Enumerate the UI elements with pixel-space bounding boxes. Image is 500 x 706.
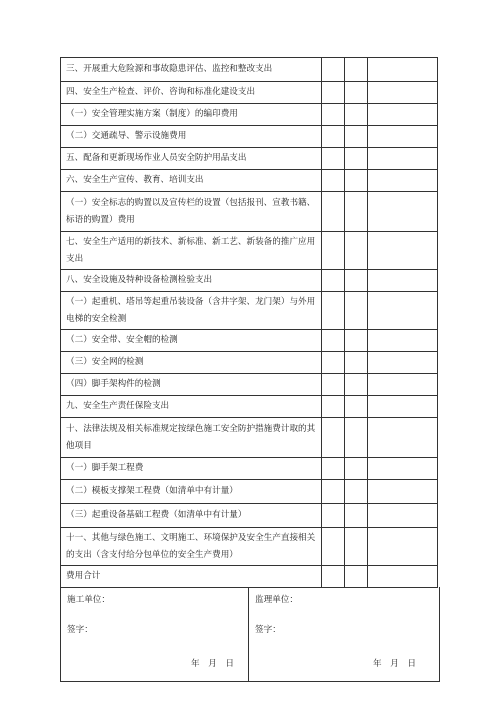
value-cell-1[interactable] <box>322 126 345 148</box>
value-cell-2[interactable] <box>345 374 368 396</box>
table-row <box>61 58 438 82</box>
table-row <box>61 396 438 418</box>
value-cell-2[interactable] <box>345 528 368 566</box>
row-label: 九、安全生产责任保险支出 <box>61 396 322 418</box>
value-cell-1[interactable] <box>322 82 345 104</box>
row-label: （三）安全网的检测 <box>61 352 322 374</box>
value-cell-3[interactable] <box>368 418 438 458</box>
value-cell-3[interactable] <box>368 566 438 588</box>
value-cell-2[interactable] <box>345 292 368 330</box>
value-cell-3[interactable] <box>368 396 438 418</box>
expense-table <box>60 57 438 588</box>
construction-sign-label: 签字： <box>67 625 93 635</box>
value-cell-1[interactable] <box>322 232 345 270</box>
value-cell-2[interactable] <box>345 396 368 418</box>
value-cell-1[interactable] <box>322 330 345 352</box>
value-cell-2[interactable] <box>345 458 368 480</box>
value-cell-1[interactable] <box>322 148 345 170</box>
table-row <box>61 458 438 480</box>
table-row <box>61 528 438 566</box>
row-label: （二）模板支撑架工程费（如清单中有计量） <box>61 480 322 504</box>
value-cell-1[interactable] <box>322 352 345 374</box>
construction-unit-section <box>61 587 249 681</box>
value-cell-3[interactable] <box>368 292 438 330</box>
supervision-unit-label: 监理单位： <box>255 595 298 605</box>
table-row <box>61 126 438 148</box>
value-cell-2[interactable] <box>345 148 368 170</box>
value-cell-1[interactable] <box>322 170 345 192</box>
value-cell-2[interactable] <box>345 418 368 458</box>
row-label: （一）起重机、塔吊等起重吊装设备（含井字架、龙门架）与外用电梯的安全检测 <box>61 292 322 330</box>
value-cell-2[interactable] <box>345 82 368 104</box>
value-cell-3[interactable] <box>368 270 438 292</box>
value-cell-3[interactable] <box>368 458 438 480</box>
value-cell-3[interactable] <box>368 528 438 566</box>
construction-date-label: 年 月 日 <box>191 659 234 669</box>
row-label: 五、配备和更新现场作业人员安全防护用品支出 <box>61 148 322 170</box>
value-cell-2[interactable] <box>345 352 368 374</box>
table-row <box>61 170 438 192</box>
value-cell-1[interactable] <box>322 270 345 292</box>
value-cell-2[interactable] <box>345 192 368 232</box>
signature-block <box>60 587 440 682</box>
table-row <box>61 192 438 232</box>
value-cell-2[interactable] <box>345 232 368 270</box>
value-cell-3[interactable] <box>368 126 438 148</box>
value-cell-2[interactable] <box>345 170 368 192</box>
table-row <box>61 330 438 352</box>
row-label: （四）脚手架构件的检测 <box>61 374 322 396</box>
table-row <box>61 566 438 588</box>
value-cell-2[interactable] <box>345 58 368 82</box>
row-label: （一）安全管理实施方案（制度）的编印费用 <box>61 104 322 126</box>
table-row <box>61 270 438 292</box>
value-cell-2[interactable] <box>345 330 368 352</box>
value-cell-2[interactable] <box>345 566 368 588</box>
expense-table-sheet <box>60 57 438 669</box>
value-cell-1[interactable] <box>322 480 345 504</box>
table-row <box>61 418 438 458</box>
table-row <box>61 82 438 104</box>
value-cell-1[interactable] <box>322 292 345 330</box>
table-row <box>61 104 438 126</box>
table-row <box>61 352 438 374</box>
supervision-date-label: 年 月 日 <box>373 659 416 669</box>
row-label: （一）脚手架工程费 <box>61 458 322 480</box>
table-row <box>61 374 438 396</box>
value-cell-1[interactable] <box>322 458 345 480</box>
value-cell-3[interactable] <box>368 170 438 192</box>
value-cell-3[interactable] <box>368 374 438 396</box>
row-label: 费用合计 <box>61 566 322 588</box>
value-cell-2[interactable] <box>345 480 368 504</box>
supervision-sign-label: 签字： <box>255 625 281 635</box>
row-label: （二）交通疏导、警示设施费用 <box>61 126 322 148</box>
value-cell-3[interactable] <box>368 504 438 528</box>
value-cell-3[interactable] <box>368 232 438 270</box>
value-cell-3[interactable] <box>368 58 438 82</box>
value-cell-1[interactable] <box>322 504 345 528</box>
row-label: （一）安全标志的购置以及宣传栏的设置（包括报刊、宣教书籍、标语的购置）费用 <box>61 192 322 232</box>
value-cell-3[interactable] <box>368 104 438 126</box>
table-row <box>61 480 438 504</box>
construction-unit-label: 施工单位： <box>67 595 110 605</box>
row-label: 三、开展重大危险源和事故隐患评估、监控和整改支出 <box>61 58 322 82</box>
value-cell-1[interactable] <box>322 566 345 588</box>
value-cell-1[interactable] <box>322 374 345 396</box>
row-label: 四、安全生产检查、评价、咨询和标准化建设支出 <box>61 82 322 104</box>
value-cell-1[interactable] <box>322 58 345 82</box>
row-label: 七、安全生产适用的新技术、新标准、新工艺、新装备的推广应用支出 <box>61 232 322 270</box>
row-label: 八、安全设施及特种设备检测检验支出 <box>61 270 322 292</box>
value-cell-3[interactable] <box>368 330 438 352</box>
row-label: 六、安全生产宣传、教育、培训支出 <box>61 170 322 192</box>
value-cell-1[interactable] <box>322 192 345 232</box>
value-cell-3[interactable] <box>368 148 438 170</box>
value-cell-1[interactable] <box>322 104 345 126</box>
value-cell-3[interactable] <box>368 352 438 374</box>
supervision-unit-section <box>249 587 439 681</box>
value-cell-2[interactable] <box>345 270 368 292</box>
table-row <box>61 148 438 170</box>
value-cell-2[interactable] <box>345 104 368 126</box>
value-cell-3[interactable] <box>368 82 438 104</box>
table-row <box>61 232 438 270</box>
table-row <box>61 292 438 330</box>
row-label: 十、法律法规及相关标准规定按绿色施工安全防护措施费计取的其他项目 <box>61 418 322 458</box>
row-label: （三）起重设备基础工程费（如清单中有计量） <box>61 504 322 528</box>
value-cell-1[interactable] <box>322 528 345 566</box>
value-cell-3[interactable] <box>368 480 438 504</box>
value-cell-2[interactable] <box>345 504 368 528</box>
table-row <box>61 504 438 528</box>
row-label: （二）安全带、安全帽的检测 <box>61 330 322 352</box>
value-cell-1[interactable] <box>322 418 345 458</box>
value-cell-3[interactable] <box>368 192 438 232</box>
row-label: 十一、其他与绿色施工、文明施工、环境保护及安全生产直接相关的支出（含支付给分包单位的安全生产费用） <box>61 528 322 566</box>
value-cell-2[interactable] <box>345 126 368 148</box>
value-cell-1[interactable] <box>322 396 345 418</box>
